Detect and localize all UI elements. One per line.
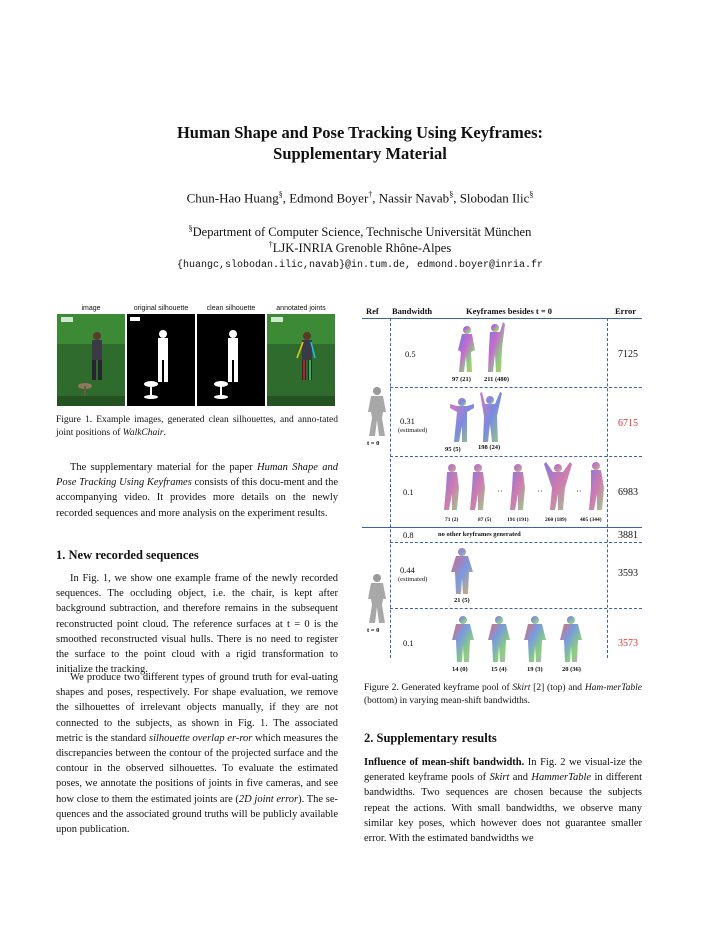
fig1-clean-silhouette-panel — [197, 314, 265, 406]
fig1-original-silhouette-panel — [127, 314, 195, 406]
figure2-caption — [364, 682, 642, 707]
fig2-reference-body-top — [366, 386, 388, 438]
fig2-row5-label-1: 21 (5) — [454, 597, 470, 604]
fig2-row2-error: 6715 — [618, 418, 638, 429]
fig2-row-sep-2 — [390, 456, 642, 457]
author-3: Nassir Navab — [378, 190, 450, 206]
authors: Chun-Hao Huang§, Edmond Boyer†, Nassir Navab§, Slobodan Ilic§ — [186, 190, 534, 206]
fig2-row1-label-1: 97 (21) — [452, 376, 471, 383]
title-line-1: Human Shape and Pose Tracking Using Keyframes: — [176, 123, 544, 142]
fig2-caption-a: Figure 2. Generated keyframe pool of — [364, 683, 513, 693]
fig2-row6-label-4: 20 (36) — [562, 666, 581, 673]
fig2-row3-label-1: 71 (2) — [445, 517, 459, 523]
s2-italic-1: Skirt — [489, 772, 510, 784]
s1p2-italic-1: silhouette overlap er-ror — [149, 732, 253, 744]
fig2-t0-top: t = 0 — [367, 440, 380, 447]
s2-bold-lead: Influence of mean-shift bandwidth. — [364, 757, 525, 768]
s1p2-text-b: which measures the discrepancies between the contour of the projected surface and the contour in the observed silhouettes. To evaluate the estimated poses, we annotate the positions of joints in five cameras, and see how close to them the estimated joints are ( — [56, 732, 338, 805]
fig2-row3-label-5: 405 (344) — [580, 517, 602, 523]
author-4-sup: § — [529, 190, 534, 199]
author-1-sup: § — [278, 190, 283, 199]
s1p2-text-c: ). The se-quences and the associated ground truths will be publicly available upon publication. — [56, 793, 338, 836]
section2-heading: 2. Supplementary results — [364, 731, 497, 745]
fig2-row5-error: 3593 — [618, 568, 638, 579]
fig1-caption-text: Figure 1. Example images, generated clean silhouettes, and anno-tated joint positions of — [56, 415, 338, 438]
fig2-caption-b: [2] (top) and — [530, 683, 585, 693]
fig2-row3-label-3: 191 (191) — [507, 517, 529, 523]
fig2-ref-divider — [390, 318, 391, 658]
fig2-row1-bandwidth: 0.5 — [405, 349, 416, 359]
affiliation-1-sup: § — [188, 224, 193, 233]
fig2-row-sep-1 — [390, 387, 642, 388]
fig2-row4-note: no other keyframes generated — [438, 531, 521, 538]
fig1-label-image: image — [81, 305, 101, 312]
fig2-row2-label-1: 95 (5) — [445, 446, 461, 453]
author-4: Slobodan Ilic — [459, 190, 530, 206]
fig2-row5-bandwidth: 0.44 — [400, 565, 415, 575]
fig2-row1-keyframes — [455, 322, 515, 374]
fig2-row5-keyframes — [447, 546, 477, 596]
fig2-caption-italic-1: Skirt — [512, 683, 531, 693]
figure1-labels — [56, 305, 336, 312]
fig2-row2-bandwidth: 0.31 — [400, 416, 415, 426]
fig2-row3-label-4: 260 (189) — [545, 517, 567, 523]
fig2-caption-c: (bottom) in varying mean-shift bandwidths. — [364, 695, 530, 706]
fig2-row4-error: 3881 — [618, 530, 638, 541]
author-1: Chun-Hao Huang — [186, 190, 279, 206]
author-3-sup: § — [449, 190, 454, 199]
intro-text-2: consists of this docu-ment and the accompanying video. It provides more details on the newly recorded sequences and more analysis on the experiment results. — [56, 477, 338, 519]
intro-text-1: The supplementary material for the paper — [70, 462, 257, 473]
fig2-row2-keyframes — [448, 390, 508, 444]
author-2-sup: † — [368, 190, 373, 199]
fig2-header-bandwidth: Bandwidth — [392, 306, 433, 316]
fig2-row1-error: 7125 — [618, 349, 638, 360]
fig2-header-rule — [362, 318, 642, 319]
fig2-row3-keyframes — [440, 458, 608, 514]
section1-heading: 1. New recorded sequences — [56, 548, 199, 562]
affiliation-1 — [0, 224, 720, 240]
section2-paragraph — [364, 755, 642, 846]
fig2-header-keyframes: Keyframes besides t = 0 — [466, 306, 553, 316]
fig1-caption-end: . — [163, 427, 166, 438]
fig2-row-sep-3 — [390, 542, 642, 543]
s1p2-text-a: We produce two different types of ground truth for eval-uating shapes and poses, respectively. For shape evaluation, we remove the silhouettes of irrelevant objects manually, if they are not connected to the subjects, as shown in Fig. 1. The associated metric is the standard — [56, 672, 338, 744]
fig2-block-rule — [362, 527, 642, 528]
fig2-header-ref: Ref — [366, 306, 379, 316]
fig2-row6-label-3: 19 (3) — [527, 666, 543, 673]
affiliation-2-text: LJK-INRIA Grenoble Rhône-Alpes — [272, 241, 452, 256]
fig2-row6-error: 3573 — [618, 638, 638, 649]
fig2-row6-label-1: 14 (0) — [452, 666, 468, 673]
fig2-row6-label-2: 15 (4) — [491, 666, 507, 673]
paper-title — [0, 122, 720, 164]
fig2-row6-bandwidth: 0.1 — [403, 638, 414, 648]
fig2-row2-label-2: 198 (24) — [478, 444, 501, 451]
s2-text-a: In Fig. 2 we visual-ize the generated keyframe pools of — [364, 757, 642, 784]
fig2-row2-estimated: (estimated) — [398, 427, 428, 434]
s2-text-c: in different bandwidths. Two sequences are chosen because the subjects repeat the actions. With small bandwidths, we observe many similar key poses, which however does not guarantee smaller error. With the estimated bandwidths we — [364, 772, 643, 845]
fig2-row4-bandwidth: 0.8 — [403, 530, 414, 540]
fig2-row1-label-2: 211 (480) — [484, 376, 510, 383]
fig1-label-clean: clean silhouette — [206, 305, 256, 312]
figure1-caption — [56, 414, 338, 439]
title-line-2: Supplementary Material — [273, 144, 447, 163]
s2-italic-2: HammerTable — [531, 772, 592, 784]
s2-text-b: and — [509, 772, 532, 784]
fig1-label-joints: annotated joints — [276, 305, 326, 312]
author-2: Edmond Boyer — [289, 190, 369, 206]
fig2-caption-italic-2: Ham-merTable — [584, 683, 642, 693]
fig2-row3-error: 6983 — [618, 487, 638, 498]
fig2-row6-keyframes — [445, 612, 595, 664]
fig2-t0-bottom: t = 0 — [367, 627, 380, 634]
fig2-row-sep-4 — [390, 608, 642, 609]
fig2-row3-label-2: 87 (5) — [478, 517, 492, 523]
section1-paragraph-2 — [56, 670, 338, 837]
fig2-row3-dots-1: ·· — [497, 486, 503, 496]
fig2-row3-bandwidth: 0.1 — [403, 487, 414, 497]
s1p2-italic-2: 2D joint error — [238, 793, 299, 805]
email-line: {huangc,slobodan.ilic,navab}@in.tum.de, edmond.boyer@inria.fr — [176, 260, 544, 271]
fig1-caption-italic: WalkChair — [122, 427, 164, 438]
fig1-label-original: original silhouette — [133, 305, 189, 312]
intro-paragraph — [56, 460, 338, 521]
affiliation-1-text: Department of Computer Science, Technische Universität München — [192, 225, 532, 240]
fig2-row3-dots-3: ·· — [576, 486, 582, 496]
fig2-reference-body-bottom — [366, 573, 388, 625]
affiliation-2-sup: † — [268, 240, 273, 249]
fig2-row3-dots-2: ·· — [537, 486, 543, 496]
fig1-image-panel — [57, 314, 125, 406]
fig2-row5-estimated: (estimated) — [398, 576, 428, 583]
fig1-annotated-joints-panel — [267, 314, 335, 406]
fig2-header-error: Error — [615, 306, 637, 316]
section1-paragraph-1: In Fig. 1, we show one example frame of the newly recorded sequences. The occluding object, i.e. the chair, is kept after background subtraction, and therefore remains in the subsequent reconstructed point cloud. The reference surfaces at t = 0 is the smoothed reconstructed visual hulls. There is no need to register the surface to the point cloud with a rigid transformation to initialize the tracking. — [56, 573, 338, 676]
affiliation-2 — [0, 240, 720, 256]
intro-italic: Human Shape and Pose Tracking Using Keyframes — [56, 462, 338, 489]
